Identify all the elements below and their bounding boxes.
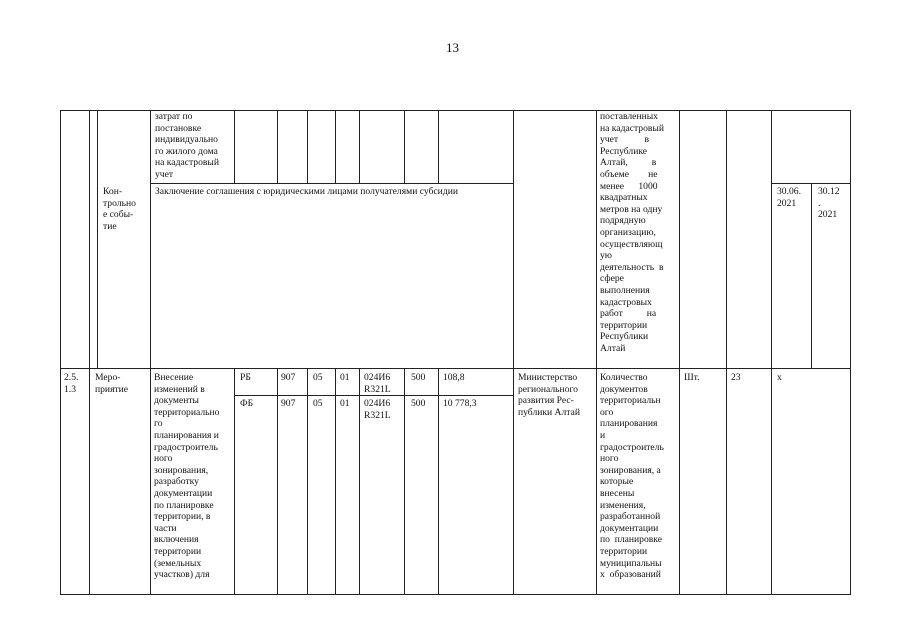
page-number: 13 <box>446 40 459 55</box>
cross-mark: х <box>777 372 782 383</box>
budget-amount: 108,8 <box>443 372 465 383</box>
table-line <box>438 368 439 595</box>
table-line <box>150 183 513 184</box>
responsible-org: Министерство регионального развития Рес- публики Алтай <box>518 372 580 418</box>
table-line <box>850 110 851 595</box>
table-line <box>359 110 360 183</box>
budget-target-code: 024И6 R321L <box>364 372 391 395</box>
event-description: Заключение соглашения с юридическими лицами получателями субсидии <box>155 186 458 197</box>
budget-amount: 10 778,3 <box>443 398 477 409</box>
table-line <box>277 110 278 183</box>
table-line <box>404 368 405 595</box>
table-line <box>60 594 850 595</box>
indicator-text: Количество документов территориальн ого планирования и градостроитель ного зонирования, а которые внесены изменения, разработанной документации по планировке территории муниципальны х образований <box>600 372 664 581</box>
budget-target-code: 024И6 R321L <box>364 398 391 421</box>
budget-source: РБ <box>240 372 251 383</box>
table-line <box>811 183 812 368</box>
budget-code-3: 01 <box>340 372 350 383</box>
unit-label: Шт. <box>684 372 700 383</box>
row-number: 2.5. 1.3 <box>64 372 79 395</box>
budget-code-1: 907 <box>281 398 296 409</box>
budget-code-1: 907 <box>281 372 296 383</box>
row-type-label: Кон- трольно е собы- тие <box>103 186 136 232</box>
table-line <box>771 110 772 595</box>
date-start: 30.06. 2021 <box>777 186 801 209</box>
table-line <box>438 110 439 183</box>
cost-item-text: затрат по постановке индивидуально го жилого дома на кадастровый учет <box>155 111 219 180</box>
indicator-value: 23 <box>731 372 741 383</box>
table-line <box>97 110 98 368</box>
table-line <box>307 368 308 595</box>
table-line <box>679 110 680 595</box>
table-line <box>89 110 90 595</box>
table-line <box>277 368 278 595</box>
budget-code-5: 500 <box>411 372 426 383</box>
budget-code-5: 500 <box>411 398 426 409</box>
budget-code-2: 05 <box>313 398 323 409</box>
table-line <box>404 110 405 183</box>
budget-code-2: 05 <box>313 372 323 383</box>
budget-code-3: 01 <box>340 398 350 409</box>
table-line <box>335 368 336 595</box>
table-line <box>60 368 850 369</box>
measure-description: Внесение изменений в документы территориально го планирования и градостроитель ного зонирования, разработку документации по планировке территории, в части включения территории (земельных участков) для <box>154 372 220 581</box>
table-line <box>596 110 597 595</box>
table-line <box>307 110 308 183</box>
table-line <box>60 110 61 595</box>
table-line <box>726 110 727 595</box>
indicator-text: поставленных на кадастровый учет в Республике Алтай, в объеме не менее 1000 квадратных метров на одну подрядную организацию, осуществляющ ую деятельность в сфере выполнения кадастровых работ на территории Республики Алтай <box>600 111 664 354</box>
date-end: 30.12 . 2021 <box>818 186 840 221</box>
table-line <box>513 110 514 595</box>
budget-source: ФБ <box>240 398 254 409</box>
table-line <box>234 368 235 595</box>
table-line <box>359 368 360 595</box>
row-type-label: Меро- приятие <box>95 372 129 395</box>
table-line <box>335 110 336 183</box>
table-line <box>150 110 151 595</box>
table-line <box>234 110 235 183</box>
